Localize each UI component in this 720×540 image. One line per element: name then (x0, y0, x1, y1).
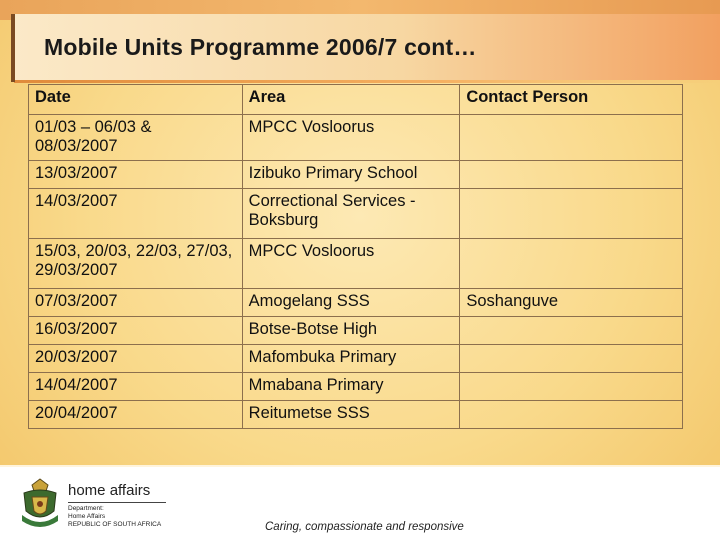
logo-sub-line: Department: (68, 505, 104, 512)
cell-contact (460, 401, 683, 429)
cell-area: Botse-Botse High (242, 317, 460, 345)
cell-area: Mmabana Primary (242, 373, 460, 401)
column-header-area: Area (242, 85, 460, 115)
cell-contact (460, 317, 683, 345)
column-header-date: Date (29, 85, 243, 115)
cell-date: 20/03/2007 (29, 345, 243, 373)
cell-area: Amogelang SSS (242, 289, 460, 317)
cell-contact (460, 115, 683, 161)
cell-area: Reitumetse SSS (242, 401, 460, 429)
table-row (29, 289, 683, 317)
cell-date: 07/03/2007 (29, 289, 243, 317)
title-left-rule (11, 14, 15, 82)
table-row (29, 373, 683, 401)
logo-sub-line: Home Affairs (68, 513, 106, 520)
table-row (29, 115, 683, 161)
page-title: Mobile Units Programme 2006/7 cont… (44, 34, 477, 60)
logo-title: home affairs (68, 482, 151, 499)
table-row (29, 345, 683, 373)
cell-area: Izibuko Primary School (242, 161, 460, 189)
column-header-contact: Contact Person (460, 85, 683, 115)
table-row (29, 239, 683, 289)
cell-area: MPCC Vosloorus (242, 239, 460, 289)
schedule-table (28, 84, 683, 429)
cell-date: 14/03/2007 (29, 189, 243, 239)
cell-date: 20/04/2007 (29, 401, 243, 429)
cell-contact (460, 161, 683, 189)
cell-contact (460, 373, 683, 401)
table-row (29, 189, 683, 239)
table-row (29, 161, 683, 189)
cell-date: 13/03/2007 (29, 161, 243, 189)
cell-date: 15/03, 20/03, 22/03, 27/03, 29/03/2007 (29, 239, 243, 289)
cell-contact (460, 289, 683, 317)
cell-date: 01/03 – 06/03 & 08/03/2007 (29, 115, 243, 161)
footer-tagline: Caring, compassionate and responsive (265, 521, 464, 533)
coat-of-arms-icon (18, 477, 62, 531)
cell-contact (460, 189, 683, 239)
cell-area: Mafombuka Primary (242, 345, 460, 373)
table-row (29, 401, 683, 429)
logo-sub-line: REPUBLIC OF SOUTH AFRICA (68, 521, 162, 528)
cell-contact (460, 345, 683, 373)
cell-date: 14/04/2007 (29, 373, 243, 401)
table-header-row (29, 85, 683, 115)
table-row (29, 317, 683, 345)
cell-area: Correctional Services - Boksburg (242, 189, 460, 239)
cell-contact (460, 239, 683, 289)
cell-contact-text: Soshanguve (466, 292, 559, 310)
cell-date: 16/03/2007 (29, 317, 243, 345)
logo-divider (68, 502, 166, 503)
cell-area: MPCC Vosloorus (242, 115, 460, 161)
home-affairs-logo (68, 482, 166, 529)
